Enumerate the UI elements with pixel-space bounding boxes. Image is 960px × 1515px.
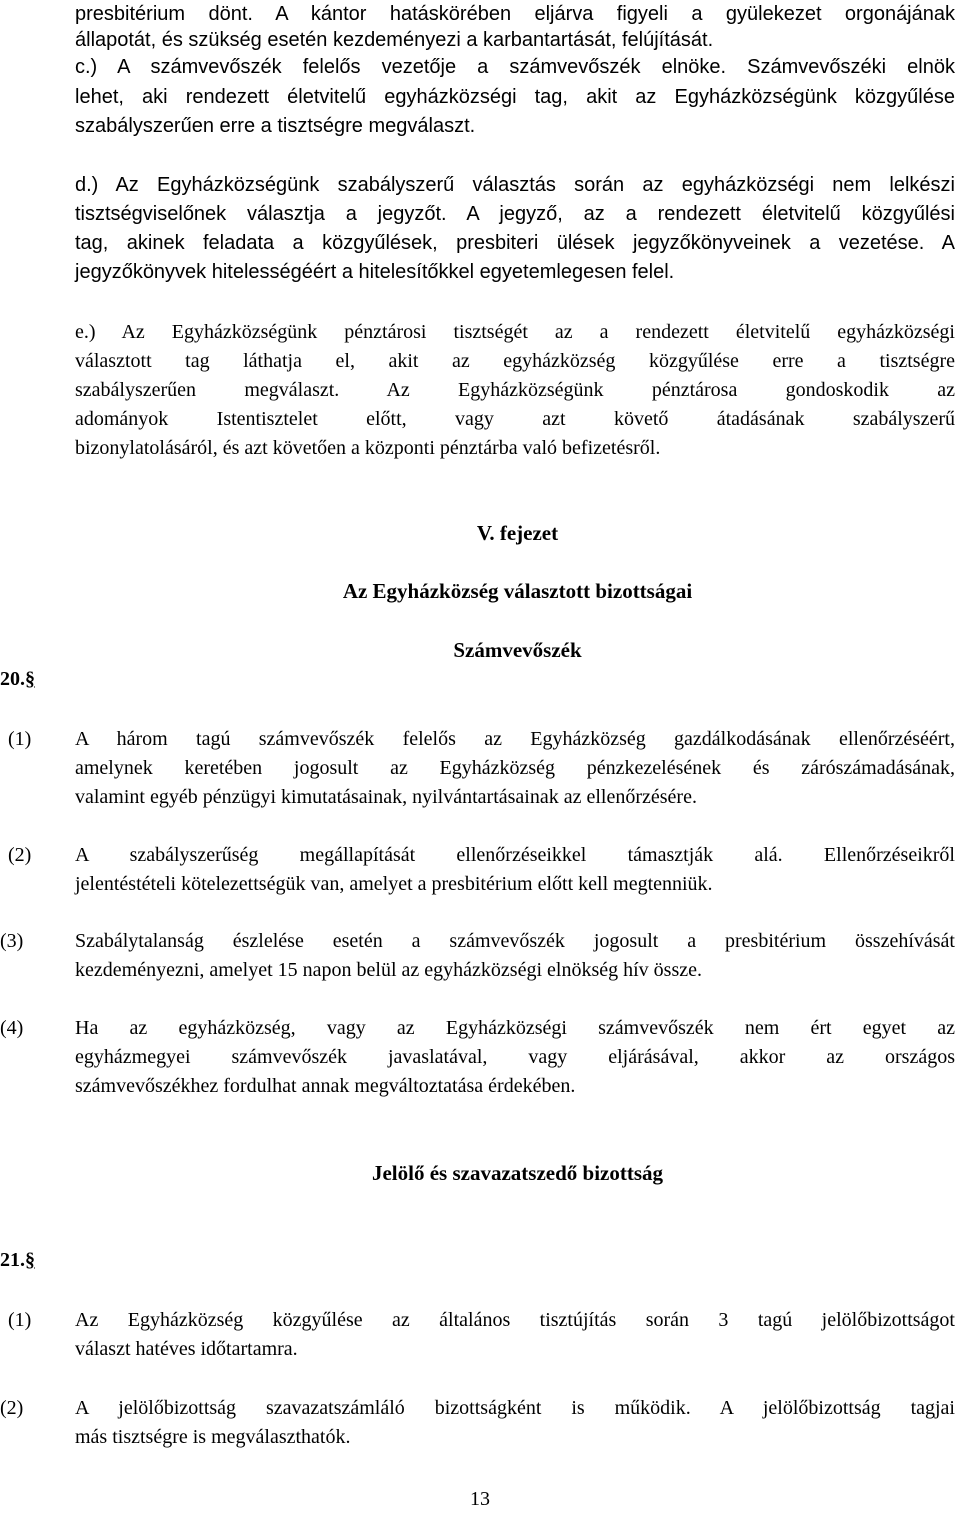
paragraph-line: adományok Istentisztelet előtt, vagy azt követő átadásának szabályszerű: [75, 408, 955, 430]
chapter-subtitle: Az Egyházközség választott bizottságai: [342, 579, 693, 603]
paragraph-line: c.) A számvevőszék felelős vezetője a számvevőszék elnöke. Számvevőszéki elnök: [75, 56, 955, 78]
section-number-21: [0, 1249, 35, 1272]
item-line: Szabálytalanság észlelése esetén a számvevőszék jogosult a presbitérium összehívását: [75, 930, 955, 952]
item-number: (1): [8, 728, 32, 750]
paragraph-line: szabályszerűen erre a tisztségre megválaszt.: [75, 115, 476, 137]
paragraph-line: tisztségviselőnek választja a jegyzőt. A jegyző, az a rendezett életvitelű közgyűlési: [75, 203, 955, 225]
item-line: kezdeményezni, amelyet 15 napon belül az egyházközségi elnökség hív össze.: [75, 959, 702, 981]
item-line: Az Egyházközség közgyűlése az általános tisztújítás során 3 tagú jelölőbizottságot: [75, 1309, 955, 1331]
section-symbol: §: [25, 668, 35, 690]
section-number: 20.: [0, 668, 25, 690]
section-number: 21.: [0, 1249, 25, 1271]
paragraph-line: e.) Az Egyházközségünk pénztárosi tisztségét az a rendezett életvitelű egyházközségi: [75, 321, 955, 343]
paragraph-line: tag, akinek feladata a közgyűlések, presbiteri ülések jegyzőkönyveinek a vezetése. A: [75, 232, 955, 254]
item-line: számvevőszékhez fordulhat annak megváltoztatása érdekében.: [75, 1075, 576, 1097]
paragraph-line: választott tag láthatja el, akit az egyházközség közgyűlése erre a tisztségre: [75, 350, 955, 372]
item-number: (2): [8, 844, 32, 866]
item-number: (4): [0, 1017, 24, 1039]
item-number: (3): [0, 930, 24, 952]
item-line: A szabályszerűség megállapítását ellenőrzéseikkel támasztják alá. Ellenőrzéseikről: [75, 844, 955, 866]
item-line: más tisztségre is megválaszthatók.: [75, 1426, 351, 1448]
section-symbol: §: [25, 1249, 35, 1271]
page-number: 13: [470, 1488, 490, 1510]
item-line: Ha az egyházközség, vagy az Egyházközségi számvevőszék nem ért egyet az: [75, 1017, 955, 1039]
section-heading-jelolo: Jelölő és szavazatszedő bizottság: [371, 1161, 664, 1185]
paragraph-line: bizonylatolásáról, és azt követően a központi pénztárba való befizetésről.: [75, 437, 661, 459]
item-number: (2): [0, 1397, 24, 1419]
paragraph-line: lehet, aki rendezett életvitelű egyházközségi tag, akit az Egyházközségünk közgyűlése: [75, 86, 955, 108]
item-line: A három tagú számvevőszék felelős az Egyházközség gazdálkodásának ellenőrzéséért,: [75, 728, 955, 750]
section-heading-szamvevoszek: Számvevőszék: [453, 638, 582, 662]
paragraph-line: jegyzőkönyvek hitelességéért a hitelesítőkkel egyetemlegesen felel.: [75, 261, 675, 283]
chapter-title: V. fejezet: [476, 521, 559, 545]
paragraph-line: szabályszerűen megválaszt. Az Egyházközségünk pénztárosa gondoskodik az: [75, 379, 955, 401]
item-line: egyházmegyei számvevőszék javaslatával, vagy eljárásával, akkor az országos: [75, 1046, 955, 1068]
item-line: választ hatéves időtartamra.: [75, 1338, 298, 1360]
item-number: (1): [8, 1309, 32, 1331]
paragraph-line: presbitérium dönt. A kántor hatáskörében eljárva figyeli a gyülekezet orgonájának: [75, 3, 955, 25]
item-line: A jelölőbizottság szavazatszámláló bizottságként is működik. A jelölőbizottság tagjai: [75, 1397, 955, 1419]
paragraph-line: d.) Az Egyházközségünk szabályszerű választás során az egyházközségi nem lelkészi: [75, 174, 955, 196]
section-number-20: [0, 668, 35, 691]
item-line: jelentéstételi kötelezettségük van, amelyet a presbitérium előtt kell megtenniük.: [75, 873, 713, 895]
item-line: valamint egyéb pénzügyi kimutatásainak, nyilvántartásainak az ellenőrzésére.: [75, 786, 697, 808]
paragraph-line: állapotát, és szükség esetén kezdeményezi a karbantartását, felújítását.: [75, 29, 714, 51]
item-line: amelynek keretében jogosult az Egyházközség pénzkezelésének és zárószámadásának,: [75, 757, 955, 779]
